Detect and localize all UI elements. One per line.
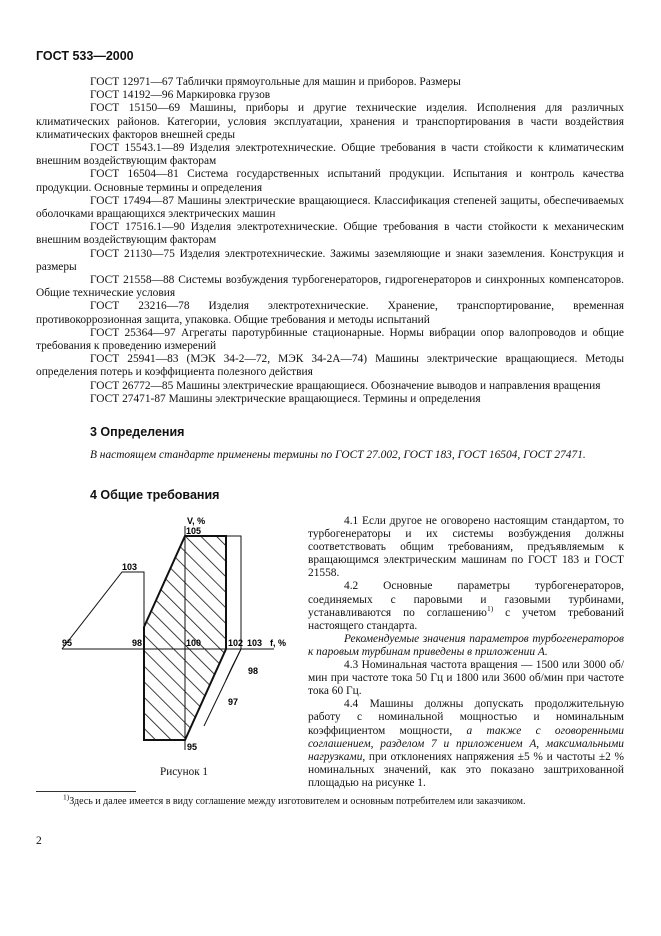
section-3-text: В настоящем стандарте применены термины по ГОСТ 27.002, ГОСТ 183, ГОСТ 16504, ГОСТ 27471.	[90, 449, 586, 461]
section-3-title: 3 Определения	[90, 425, 185, 439]
paragraph-4-1: 4.1 Если другое не оговорено настоящим стандартом, то турбогенераторы и их системы возбуждения должны соответствовать общим требованиям, предъявляемым к вращающимся электрическим машинам по ГОСТ 183 и ГОСТ 21558.	[308, 515, 624, 580]
label-v95: 95	[187, 742, 198, 752]
document-header: ГОСТ 533—2000	[36, 49, 134, 63]
figure-caption: Рисунок 1	[160, 766, 209, 778]
p44-text-a: 4.4 Машины должны допускать продолжительную работу с номинальной мощностью и номинальным коэффициентом мощности,	[308, 698, 624, 737]
reference-item: ГОСТ 21558—88 Системы возбуждения турбогенераторов, гидрогенераторов и синхронных компенсаторов. Общие технические условия	[36, 274, 624, 300]
reference-item: ГОСТ 27471-87 Машины электрические вращающиеся. Термины и определения	[90, 392, 481, 405]
page-number: 2	[36, 835, 42, 847]
references-list	[36, 76, 624, 406]
paragraph-4-2	[308, 580, 624, 632]
footnote	[36, 792, 624, 808]
reference-item: ГОСТ 15543.1—89 Изделия электротехнические. Общие требования в части стойкости к климатическим внешним воздействующим факторам	[36, 142, 624, 168]
x-axis-label: f, %	[270, 638, 287, 648]
label-f103: 103	[247, 638, 263, 648]
reference-item: ГОСТ 17516.1—90 Изделия электротехнические. Общие требования в части стойкости к механическим внешним воздействующим факторам	[36, 221, 624, 247]
paragraph-4-4	[308, 698, 624, 790]
y-axis-label: V, %	[187, 516, 206, 526]
paragraph-4-2-italic: Рекомендуемые значения параметров турбогенераторов к паровым турбинам приведены в приложении А.	[308, 632, 624, 658]
reference-item: ГОСТ 25941—83 (МЭК 34-2—72, МЭК 34-2А—74) Машины электрические вращающиеся. Методы определения потерь и коэффициента полезного действия	[36, 353, 624, 379]
reference-item: ГОСТ 15150—69 Машины, приборы и другие технические изделия. Исполнения для различных климатических районов. Категории, условия эксплуатации, хранения и транспортирования в части воздействия климатических факторов внешней среды	[36, 102, 624, 141]
reference-item: ГОСТ 21130—75 Изделия электротехнические. Зажимы заземляющие и знаки заземления. Конструкция и размеры	[36, 247, 624, 273]
section-4-title: 4 Общие требования	[90, 488, 220, 502]
section-4-body	[308, 515, 624, 790]
label-v103: 103	[122, 562, 138, 572]
figure-1-diagram	[36, 512, 296, 762]
reference-item: ГОСТ 12971—67 Таблички прямоугольные для машин и приборов. Размеры	[90, 76, 461, 88]
reference-item: ГОСТ 25364—97 Агрегаты паротурбинные стационарные. Нормы вибрации опор валопроводов и общие требования к проведению измерений	[36, 326, 624, 353]
label-v105: 105	[186, 526, 202, 536]
label-f95: 95	[62, 638, 73, 648]
label-f100: 100	[186, 638, 202, 648]
footnote-ref: 1)	[486, 603, 494, 613]
reference-item: ГОСТ 16504—81 Система государственных испытаний продукции. Испытания и контроль качества продукции. Основные термины и определения	[36, 168, 624, 194]
label-v98: 98	[248, 666, 259, 676]
label-v97: 97	[228, 697, 239, 707]
footnote-text: Здесь и далее имеется в виду соглашение между изготовителем и основным потребителем или заказчиком.	[69, 796, 526, 807]
p44-text-b: , при отклонениях напряжения ±5 % и частоты ±2 % номинальных значений, как это показано заштрихованной площадью на рисунке 1.	[308, 750, 624, 789]
label-f98: 98	[132, 638, 143, 648]
paragraph-4-3: 4.3 Номинальная частота вращения — 1500 или 3000 об/мин при частоте тока 50 Гц и 1800 или 3600 об/мин при частоте тока 60 Гц.	[308, 659, 624, 698]
reference-item: ГОСТ 23216—78 Изделия электротехнические. Хранение, транспортирование, временная противокоррозионная защита, упаковка. Общие требования и методы испытаний	[36, 300, 624, 326]
p42-text-a: 4.2 Основные параметры турбогенераторов, соединяемых с паровыми и газовыми турбинами, устанавливаются по соглашению	[308, 580, 624, 619]
label-f102: 102	[228, 638, 244, 648]
p42-text-b: с учетом требований настоящего стандарта.	[308, 606, 624, 632]
hatched-area	[144, 536, 226, 740]
reference-item: ГОСТ 14192—96 Маркировка грузов	[90, 89, 271, 102]
footnote-separator	[36, 791, 136, 792]
footnote-mark: 1)	[63, 792, 70, 802]
p44-text-italic: а также с оговоренными соглашением, разделом 7 и приложением А, максимальными нагрузками	[308, 724, 624, 763]
reference-item: ГОСТ 26772—85 Машины электрические вращающиеся. Обозначение выводов и направления вращения	[90, 379, 601, 392]
reference-item: ГОСТ 17494—87 Машины электрические вращающиеся. Классификация степеней защиты, обеспечиваемых оболочками вращающихся электрических машин	[36, 194, 624, 221]
